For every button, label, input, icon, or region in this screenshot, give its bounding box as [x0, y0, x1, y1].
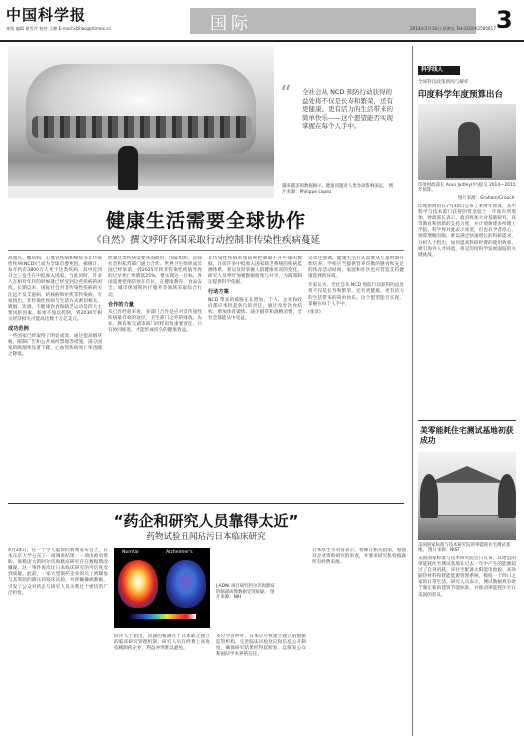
normal-brain-scan — [118, 560, 158, 608]
photo-filling-shape — [32, 116, 252, 138]
sidebar-article-body — [418, 204, 516, 416]
second-article-column-1 — [8, 548, 108, 738]
main-article-column-3 — [208, 256, 302, 500]
article-subtitle: 成功范例 — [8, 326, 29, 333]
second-headline: “药企和研究人员靠得太近” — [113, 512, 299, 530]
photo-roof-shape — [428, 466, 506, 483]
photo-ground-shape — [8, 186, 274, 198]
pull-quote — [280, 82, 396, 170]
article-paragraph: 高血压、糖尿病、心血管疾病和癌症等非传染性疾病(NCD)已成为全球首要死因。据统计，每年约有3800万人死于这类疾病，其中近四分之三发生在中低收入国家。与此同时，许多人在相对年轻的时候就已经受到这些疾病的困扰。长期以来，国际社会对非传染性疾病的关注远不及艾滋病、结核病和疟疾等传染病。专家指出，非传染性疾病与生活方式密切相关，吸烟、饮酒、不健康饮食和缺乏运动是四大主要风险因素。如果不加以控制，到2030年相关经济损失可能高达数十万亿美元。 — [8, 256, 102, 322]
sidebar-photo-caption: 印度财政部长 Arun Jaitley(中)提交 2014—2015 年预算。 — [418, 183, 516, 194]
second-article-column-4 — [312, 548, 406, 738]
photo-tree-shape — [498, 474, 516, 518]
sidebar-article-body-2 — [418, 556, 516, 738]
brain-scan-image — [114, 548, 210, 628]
article-paragraph: 印度新政府在7月10日公布了本财年预算，其中科学与技术部门获得的资金较上一年度有所增加。财政部长表示，政府将加大对基础研究、高等教育和创新的支持力度，并计划新建多所理工学院。科学界对此表示欢迎，但也有学者担心，预算增幅有限，难以满足快速增长的科研需求。分析人士指出，如何提高科研经费的使用效率、吸引海外人才回流，将是印度科学发展面临的关键挑战。 — [418, 204, 516, 258]
date-line: 2014年5月16日 星期五 Tel:(010)62580617 — [410, 26, 497, 31]
second-article-column-2 — [114, 634, 210, 738]
editor-line: 本版 编辑 崔雪芹 校对 王鹏 E-mail:xlzhao@stimes.cn — [6, 26, 112, 31]
main-article-column-4 — [308, 256, 404, 500]
quote-mark-icon: “ — [280, 82, 292, 107]
article-paragraph: 美国国家标准与技术研究院近日宣布，其建造的零能耗住宅测试基地在过去一年中产生的能源超过了自身消耗。该住宅配备太阳能电池板、高效隔热材料和智能能源管理系统，模拟一个四口之家的日常生活。研究人员表示，测试数据将有助于制定新的建筑节能标准，并推动零能耗住宅在美国的普及。 — [418, 556, 516, 598]
byline: (张章) — [308, 309, 321, 315]
article-paragraph: 日本厚生劳动省表示，将修订相关指南，加强对企业资助研究的审查，并要求研究机构披露所有经费来源。 — [312, 548, 406, 566]
brain-scan-caption: J-ADNI 项目研究阿尔茨海默症的脑部成像数据受到质疑。 图片来源：NIH — [216, 584, 275, 601]
article-paragraph: 非传染性疾病的预防和控制离不开可靠的数据。目前许多中低收入国家缺乏系统的疾病监测体系，难以及时掌握人群健康状况的变化。研究人员呼吁加强数据收集与共享，为政策制定提供科学依据。 — [208, 256, 302, 286]
article-subtitle: 合作的力量 — [108, 301, 134, 308]
sidebar-tag: 科学线人 — [418, 66, 460, 75]
article-paragraph: NCD 带来的威胁正在增加，个人、企业和政府都应承担起各自的责任。通过改善饮食结构、增加体育锻炼、减少烟草和酒精消费，全社会都能从中受益。 — [208, 297, 302, 321]
divider — [8, 250, 404, 251]
page-number: 3 — [496, 6, 513, 34]
main-article-column-2 — [108, 256, 202, 500]
article-paragraph: 从已有经验来看，多部门合作是应对非传染性疾病最有效的途径。卫生部门之外的财政、农业、教育和交通等部门同样肩负重要责任，只有协同推进，才能形成持久的健康效益。 — [108, 309, 202, 334]
photo-tree-shape — [420, 474, 438, 518]
brain-label-normal: Normal — [122, 550, 139, 555]
sidebar-photo-credit: 图片来源：Graham/Crouch — [458, 196, 515, 201]
article-paragraph: 专家认为，全社会从 NCD 预防行动获得的益处将不仅是长寿和繁荣，还有更健康、更有活力的生活带来的简单快乐。这个愿望能否实现，掌握在每个人手中。 — [308, 283, 404, 307]
sidebar-photo-2-caption: 美国国家标准与技术研究院的零能耗住宅测试基地。 图片来源：NIST — [418, 543, 511, 554]
divider — [8, 503, 404, 504]
photo-house-shape — [432, 482, 502, 516]
article-paragraph: 多位学者呼吁，日本应尽快建立独立的数据监管机构，完善临床试验登记和信息公开制度，确保研究结果经得起检验，以恢复公众和国际学术界的信任。 — [216, 634, 306, 658]
newspaper-logo: 中国科学报 — [6, 6, 87, 24]
sidebar-headline: 印度科学年度预算出台 — [418, 90, 504, 100]
sidebar-divider — [412, 46, 413, 736]
masthead — [0, 0, 524, 42]
main-headline: 健康生活需要全球协作 — [105, 210, 306, 232]
photo-person-shape — [118, 146, 138, 190]
article-paragraph: 控制这类疾病需要各国政府、国际组织、民间社会和私营部门通力合作。世界卫生组织成员国已经承诺，到2025年将非传染性疾病导致的过早死亡率降低25%。要实现这一目标，各国需要把预防放在首位，在健康教育、食品安全、城市规划和医疗服务等领域采取综合行动。 — [108, 256, 202, 298]
pull-quote-text: 全社会从 NCD 预防行动获得的益处将不仅是长寿和繁荣，还有更健康、更有活力的生活带来的简单快乐——这个愿望能否实现掌握在每个人手中。 — [302, 88, 393, 131]
divider — [418, 420, 516, 421]
main-article-column-1 — [8, 256, 102, 500]
color-scale-bar — [128, 614, 196, 619]
article-paragraph: 4月24日，在一个令人震惊的新闻发布会上，日本东京大学公布了一项调查结果：一项由政府资助、规模庞大的阿尔茨海默症研究存在数据篡改嫌疑。这一事件再次让日本临床研究的可信度受到质疑。此前，一家大型制药企业的员工被曝参与其资助的降压药临床试验，并涉嫌操纵数据，引发了公众对药企与研究人员关系过于密切的广泛担忧。 — [8, 548, 108, 596]
second-subheadline: 药物试验丑闻玷污日本临床研究 — [146, 532, 266, 542]
article-paragraph: 一些国家已经取得了明显成效。通过提高烟草税、限制广告和公共场所禁烟等措施，部分国家的吸烟率显著下降，心血管疾病死亡率也随之降低。 — [8, 334, 102, 358]
sidebar-headline-2: 美零能耗住宅测试基地初获成功 — [420, 426, 514, 445]
sidebar-photo — [418, 104, 516, 180]
second-article-column-3 — [216, 634, 306, 738]
section-name: 国际 — [210, 14, 252, 34]
article-paragraph: 文章还强调，健康生活方式需要从儿童时期开始培养。学校应当提供营养均衡的膳食和充足的体育活动时间，家庭和社区也应营造支持健康选择的环境。 — [308, 256, 404, 280]
hero-photo — [8, 46, 274, 198]
main-subheadline: 《自然》撰文呼吁各国采取行动控制非传染性疾病蔓延 — [91, 235, 320, 246]
brain-label-alzheimer: Alzheimer's — [166, 550, 193, 555]
article-paragraph: 批评人士指出，问题的根源在于日本缺乏独立的临床研究管理机制，研究人员在经费上高度依赖制药企业，利益冲突难以避免。 — [114, 634, 210, 652]
sidebar-kicker: 全球科技政策新闻与解析 — [418, 80, 469, 85]
sidebar-photo-2 — [418, 452, 516, 540]
hero-photo-caption: 越来越多的数据揭示，健康问题对人类寿命影响深远。 图片来源：Philippe Lopez — [282, 184, 394, 195]
alzheimer-brain-scan — [166, 560, 206, 608]
photo-sandwich-shape — [26, 64, 256, 154]
photo-podium-shape — [446, 156, 492, 178]
article-subtitle: 行动方案 — [208, 289, 229, 296]
